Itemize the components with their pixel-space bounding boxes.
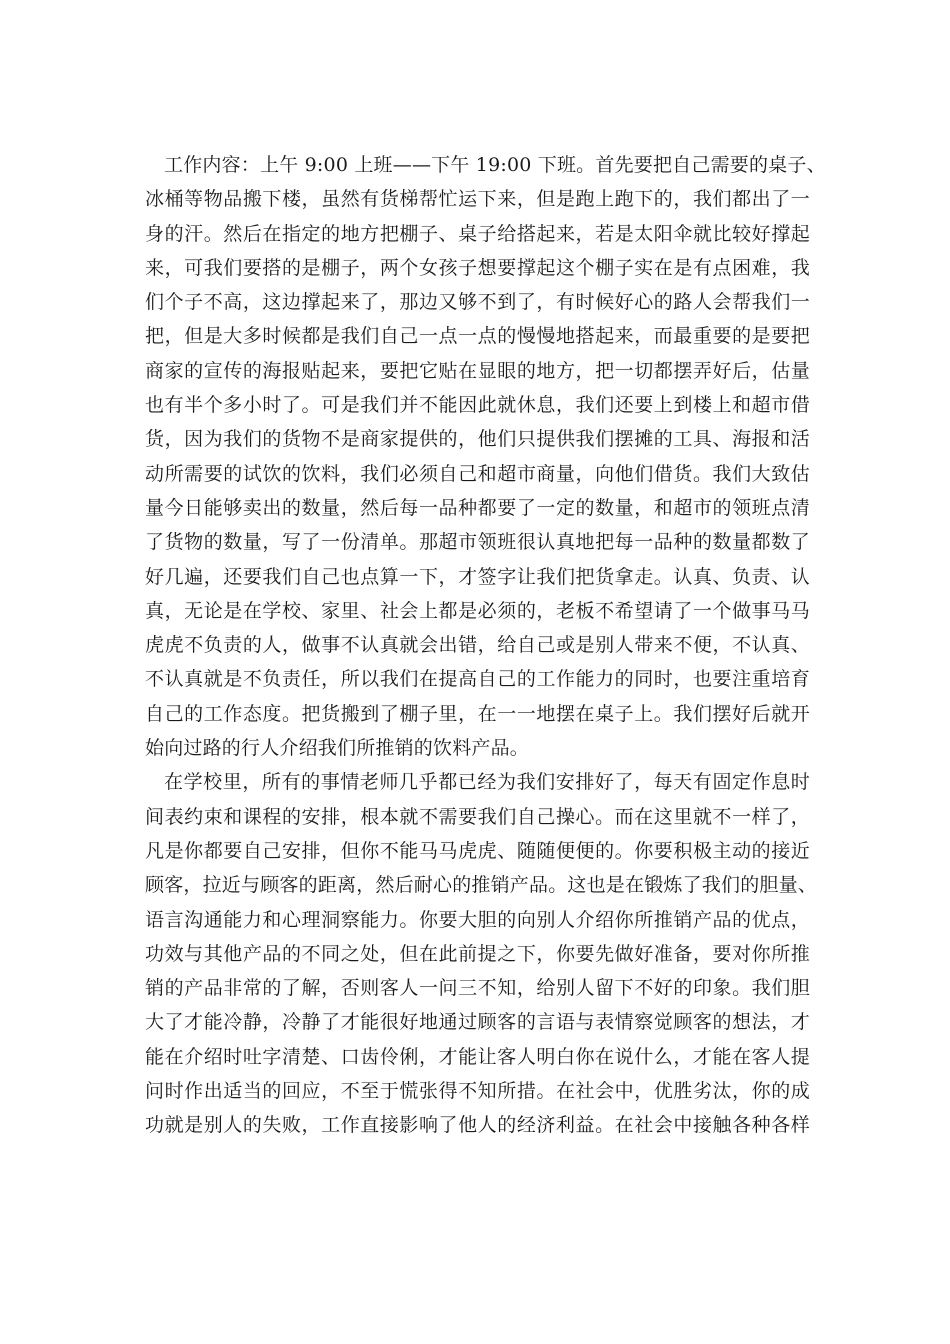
text-line: 间表约束和课程的安排，根本就不需要我们自己操心。而在这里就不一样了， [145,805,810,828]
text-line: 冰桶等物品搬下楼，虽然有货梯帮忙运下来，但是跑上跑下的，我们都出了一 [145,188,810,211]
text-line: 真，无论是在学校、家里、社会上都是必须的，老板不希望请了一个做事马马 [145,599,810,622]
text-line: 顾客，拉近与顾客的距离，然后耐心的推销产品。这也是在锻炼了我们的胆量、 [145,874,818,897]
text-line: 销的产品非常的了解，否则客人一问三不知，给别人留下不好的印象。我们胆 [145,977,810,1000]
text-line: 凡是你都要自己安排，但你不能马马虎虎、随随便便的。你要积极主动的接近 [145,839,810,862]
text-line: 语言沟通能力和心理洞察能力。你要大胆的向别人介绍你所推销产品的优点， [145,908,810,931]
paragraph-work-content [145,148,826,765]
text-line: 工作内容：上午 9:00 上班——下午 19:00 下班。首先要把自己需要的桌子、 [164,154,826,176]
text-line: 货，因为我们的货物不是商家提供的，他们只提供我们摆摊的工具、海报和活 [145,428,810,451]
text-line: 把，但是大多时候都是我们自己一点一点的慢慢地搭起来，而最重要的是要把 [145,325,810,348]
document-body [145,148,826,1143]
text-line: 商家的宣传的海报贴起来，要把它贴在显眼的地方，把一切都摆弄好后，估量 [145,359,810,382]
text-line: 自己的工作态度。把货搬到了棚子里，在一一地摆在桌子上。我们摆好后就开 [145,702,810,725]
text-line: 功效与其他产品的不同之处，但在此前提之下，你要先做好准备，要对你所推 [145,942,810,965]
text-line: 不认真就是不负责任，所以我们在提高自己的工作能力的同时，也要注重培育 [145,668,810,691]
text-line: 动所需要的试饮的饮料，我们必须自己和超市商量，向他们借货。我们大致估 [145,462,810,485]
text-line: 在学校里，所有的事情老师几乎都已经为我们安排好了，每天有固定作息时 [164,771,810,794]
text-line: 也有半个多小时了。可是我们并不能因此就休息，我们还要上到楼上和超市借 [145,394,810,417]
text-line: 身的汗。然后在指定的地方把棚子、桌子给搭起来，若是太阳伞就比较好撑起 [145,222,810,245]
text-line: 好几遍，还要我们自己也点算一下，才签字让我们把货拿走。认真、负责、认 [145,565,810,588]
text-line: 了货物的数量，写了一份清单。那超市领班很认真地把每一品种的数量都数了 [145,531,810,554]
text-line: 能在介绍时吐字清楚、口齿伶俐，才能让客人明白你在说什么，才能在客人提 [145,1045,810,1068]
text-line: 来，可我们要搭的是棚子，两个女孩子想要撑起这个棚子实在是有点困难，我 [145,256,810,279]
text-line: 虎虎不负责的人，做事不认真就会出错，给自己或是别人带来不便，不认真、 [145,634,810,657]
paragraph-school-vs-society [145,765,818,1142]
text-line: 始向过路的行人介绍我们所推销的饮料产品。 [145,737,530,760]
text-line: 问时作出适当的回应，不至于慌张得不知所措。在社会中，优胜劣汰，你的成 [145,1080,810,1103]
text-line: 大了才能冷静，冷静了才能很好地通过顾客的言语与表情察觉顾客的想法，才 [145,1011,810,1034]
text-line: 们个子不高，这边撑起来了，那边又够不到了，有时候好心的路人会帮我们一 [145,291,810,314]
text-line: 量今日能够卖出的数量，然后每一品种都要了一定的数量，和超市的领班点清 [145,496,810,519]
text-line: 功就是别人的失败，工作直接影响了他人的经济利益。在社会中接触各种各样 [145,1114,810,1137]
